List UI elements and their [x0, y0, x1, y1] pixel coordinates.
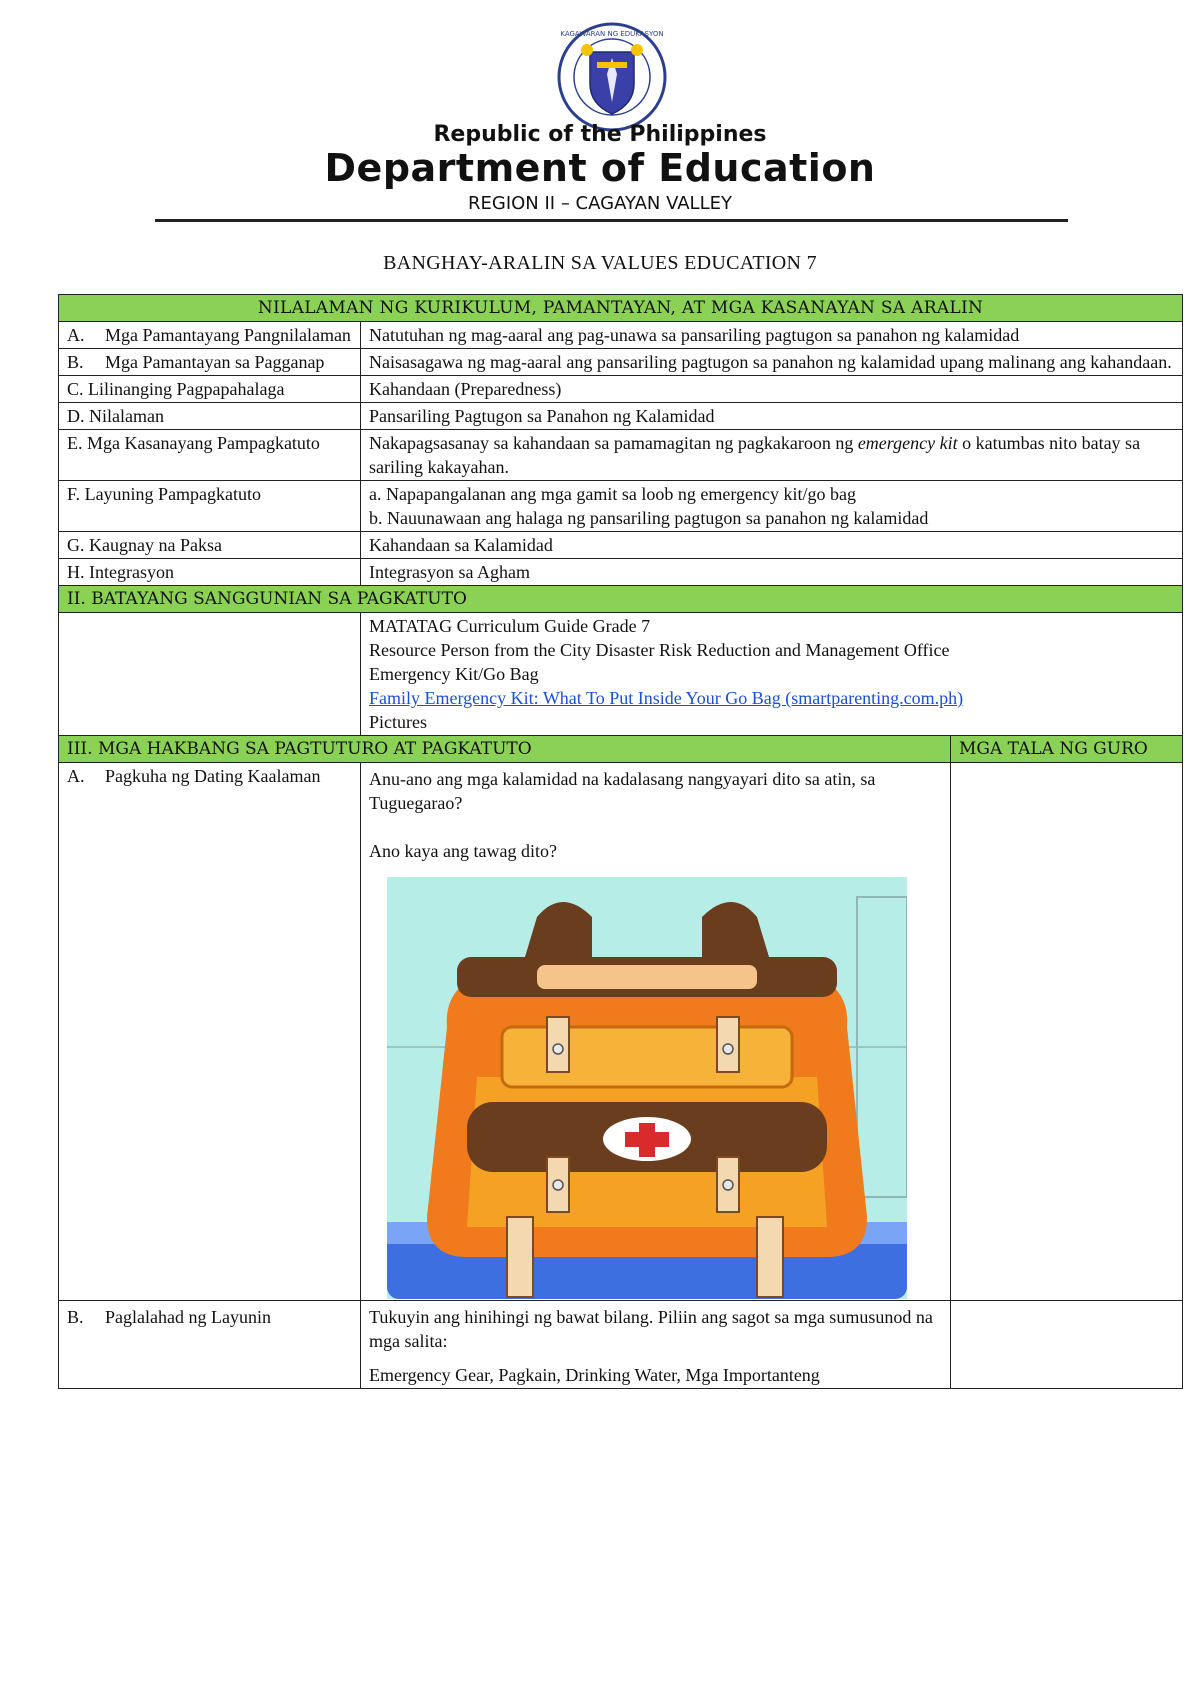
- table-row: [59, 532, 1183, 559]
- references-row: [59, 613, 1183, 736]
- reference-item: Resource Person from the City Disaster Risk Reduction and Management Office: [369, 640, 950, 660]
- row-label: G. Kaugnay na Paksa: [59, 532, 361, 559]
- header-divider: [155, 219, 1068, 222]
- table-row: [59, 376, 1183, 403]
- row-value: Integrasyon sa Agham: [361, 559, 1183, 586]
- word-choices: Emergency Gear, Pagkain, Drinking Water, Mga Importanteng: [369, 1365, 820, 1385]
- row-value: Natutuhan ng mag-aaral ang pag-unawa sa pansariling pagtugon sa panahon ng kalamidad: [361, 322, 1183, 349]
- row-label: H. Integrasyon: [59, 559, 361, 586]
- question-2: Ano kaya ang tawag dito?: [369, 841, 557, 861]
- table-row: [59, 559, 1183, 586]
- reference-item: MATATAG Curriculum Guide Grade 7: [369, 616, 651, 636]
- row-value: Kahandaan (Preparedness): [361, 376, 1183, 403]
- document-title: BANGHAY-ARALIN SA VALUES EDUCATION 7: [383, 252, 817, 274]
- row-value: Naisasagawa ng mag-aaral ang pansariling pagtugon sa panahon ng kalamidad upang malinang ang kahandaan.: [361, 349, 1183, 376]
- table-row: [59, 481, 1183, 532]
- reference-item: Pictures: [369, 712, 427, 732]
- section2-heading-row: [59, 586, 1183, 613]
- table-row: [59, 322, 1183, 349]
- row-value: Pansariling Pagtugon sa Panahon ng Kalamidad: [361, 403, 1183, 430]
- deped-seal-logo: [557, 22, 667, 132]
- notes-cell: [951, 1301, 1183, 1389]
- table-row: [59, 403, 1183, 430]
- row-label: E. Mga Kasanayang Pampagkatuto: [59, 430, 361, 481]
- row-value: [361, 481, 1183, 532]
- instruction-text: Tukuyin ang hinihingi ng bawat bilang. Piliin ang sagot sa mga sumusunod na mga salita:: [369, 1307, 933, 1351]
- empty-cell: [59, 613, 361, 736]
- row-label: B. Mga Pamantayan sa Pagganap: [59, 349, 361, 376]
- row-label: A. Mga Pamantayang Pangnilalaman: [59, 322, 361, 349]
- table-row: [59, 349, 1183, 376]
- republic-line: Republic of the Philippines: [433, 122, 767, 147]
- reference-link[interactable]: Family Emergency Kit: What To Put Inside Your Go Bag (smartparenting.com.ph): [369, 688, 964, 708]
- row-value: Kahandaan sa Kalamidad: [361, 532, 1183, 559]
- step-content: [361, 1301, 951, 1389]
- row-label: C. Lilinanging Pagpapahalaga: [59, 376, 361, 403]
- section1-heading: NILALAMAN NG KURIKULUM, PAMANTAYAN, AT MGA KASANAYAN SA ARALIN: [59, 295, 1183, 322]
- objective-b: b. Nauunawaan ang halaga ng pansariling pagtugon sa panahon ng kalamidad: [369, 508, 929, 528]
- section2-heading: II. BATAYANG SANGGUNIAN SA PAGKATUTO: [59, 586, 1183, 613]
- section1-heading-row: [59, 295, 1183, 322]
- row-label: B. Paglalahad ng Layunin: [59, 1301, 361, 1389]
- step-row-b: [59, 1301, 1183, 1389]
- reference-item: Emergency Kit/Go Bag: [369, 664, 539, 684]
- notes-cell: [951, 763, 1183, 1301]
- department-title: Department of Education: [324, 146, 876, 190]
- row-label: A. Pagkuha ng Dating Kaalaman: [59, 763, 361, 1301]
- row-label: F. Layuning Pampagkatuto: [59, 481, 361, 532]
- row-value: Nakapagsasanay sa kahandaan sa pamamagitan ng pagkakaroon ng emergency kit o katumbas nito batay sa sariling kakayahan.: [361, 430, 1183, 481]
- section3-heading-row: [59, 736, 1183, 763]
- emergency-go-bag-image: [387, 877, 907, 1299]
- question-1: Anu-ano ang mga kalamidad na kadalasang nangyayari dito sa atin, sa Tuguegarao?: [369, 769, 876, 813]
- section3-heading: III. MGA HAKBANG SA PAGTUTURO AT PAGKATUTO: [59, 736, 951, 763]
- svg-text:KAGAWARAN NG EDUKASYON: KAGAWARAN NG EDUKASYON: [560, 30, 664, 38]
- objective-a: a. Napapangalanan ang mga gamit sa loob ng emergency kit/go bag: [369, 484, 857, 504]
- row-label: D. Nilalaman: [59, 403, 361, 430]
- region-line: REGION II – CAGAYAN VALLEY: [468, 193, 732, 214]
- lesson-plan-table: [58, 294, 1183, 1389]
- notes-heading: MGA TALA NG GURO: [951, 736, 1183, 763]
- references-list: [361, 613, 1183, 736]
- table-row: [59, 430, 1183, 481]
- step-content: [361, 763, 951, 1301]
- step-row-a: [59, 763, 1183, 1301]
